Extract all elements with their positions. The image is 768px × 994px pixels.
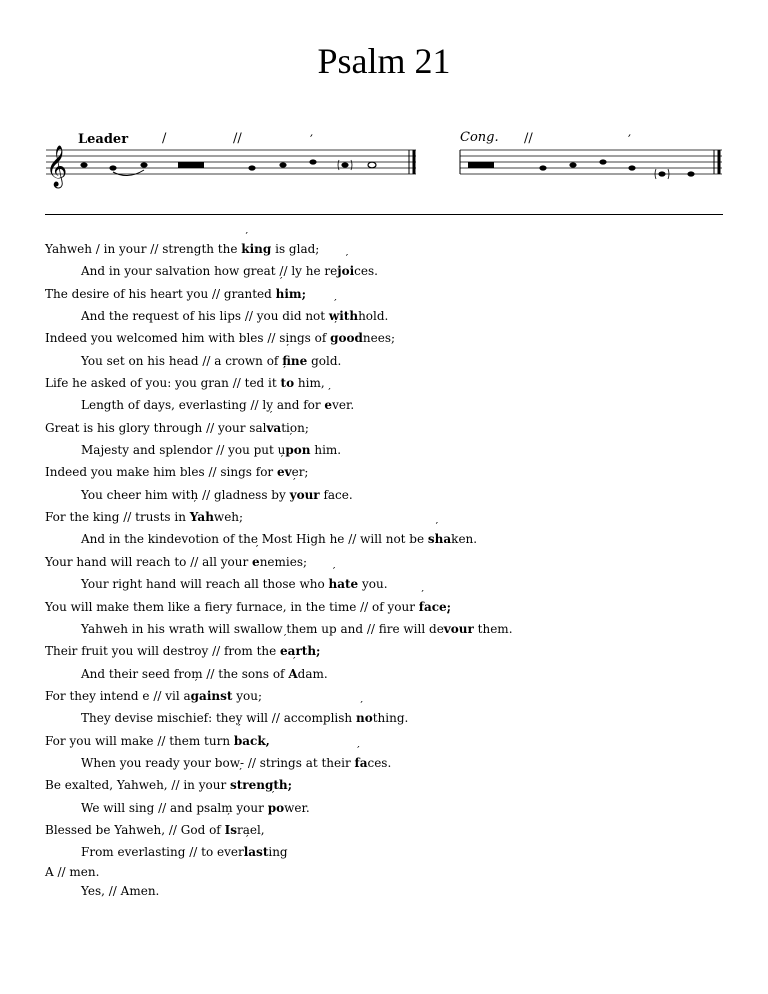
verse-line: Great is his glory through // your sal′ vation; — [45, 417, 735, 439]
verse-line: Your right hand will reach all those who ′ hate you. — [45, 573, 735, 595]
verse-line: Their fruit you will destroy // from the ′ earth; — [45, 640, 735, 662]
verse-line: We will sing // and psalm your ′ power. — [45, 797, 735, 819]
note — [279, 162, 286, 167]
verse-line: Your hand will reach to // all your ′ enemies; — [45, 551, 735, 573]
divider — [45, 214, 723, 215]
note — [140, 162, 147, 167]
half-note — [368, 162, 376, 168]
verse-line: Blessed be Yahweh, // God of ′ Israel, — [45, 819, 735, 841]
psalm-text — [45, 238, 735, 902]
verse-line: Length of days, everlasting // ly and for ′ ever. — [45, 394, 735, 416]
note — [599, 159, 606, 164]
breve-rest — [178, 162, 204, 168]
verse-line: Yahweh / in your // strength the ′ king is glad; — [45, 238, 735, 260]
note — [309, 159, 316, 164]
note — [569, 162, 576, 167]
treble-clef-icon: 𝄞 — [46, 146, 68, 187]
verse-line: And the request of his lips // you did not ′ withhold. — [45, 305, 735, 327]
pointing-mark: / — [162, 131, 167, 146]
note — [248, 165, 255, 170]
breve-rest — [468, 162, 494, 168]
pointing-mark: ′ — [310, 133, 313, 148]
verse-line: A // men. — [45, 864, 100, 879]
verse-line: You set on his head // a crown of ′ fine gold. — [45, 350, 735, 372]
pointing-mark: // — [233, 131, 242, 146]
congregation-staff — [460, 130, 722, 179]
verse-line: The desire of his heart you // granted ′ him; — [45, 283, 735, 305]
note — [80, 162, 87, 167]
page-title: Psalm 21 — [317, 41, 451, 81]
leader-label: Leader — [78, 132, 129, 147]
verse-line: Life he asked of you: you gran // ted it ′ to him, — [45, 372, 735, 394]
pointing-mark: ′ — [628, 133, 631, 148]
verse-line: You will make them like a fiery furnace, in the time // of your ′ face; — [45, 596, 735, 618]
leader-staff — [46, 131, 416, 188]
note — [539, 165, 546, 170]
verse-line: Be exalted, Yahweh, // in your ′ strength; — [45, 774, 735, 796]
verse-line: For they intend e // vil a′ gainst you; — [45, 685, 735, 707]
slur — [113, 170, 144, 176]
verse-line: They devise mischief: they will // accomplish ′ nothing. — [45, 707, 735, 729]
verse-line: Indeed you make him bles // sings for ′ ever; — [45, 461, 735, 483]
pointing-mark: // — [524, 131, 533, 146]
cong-label: Cong. — [460, 130, 499, 145]
chant-score — [0, 0, 768, 200]
note — [628, 165, 635, 170]
verse-line: Majesty and splendor // you put u′ pon him. — [45, 439, 735, 461]
verse-line: Indeed you welcomed him with bles // sings of ′ goodnees; — [45, 327, 735, 349]
note — [109, 165, 116, 170]
verse-line: From everlasting // to ever′ lasting — [45, 841, 735, 863]
verse-line: Yahweh in his wrath will swallow them up and // fire will de′ vour them. — [45, 618, 735, 640]
verse-line: For the king // trusts in ′ Yahweh; — [45, 506, 735, 528]
note — [687, 171, 694, 176]
verse-line: And their seed from // the sons of ′ Adam. — [45, 663, 735, 685]
verse-line: And in the kindevotion of the Most High he // will not be ′ shaken. — [45, 528, 735, 550]
verse-line: Yes, // Amen. — [81, 883, 160, 898]
verse-line: For you will make // them turn ′ back, — [45, 730, 735, 752]
verse-line: You cheer him with // gladness by ′ your face. — [45, 484, 735, 506]
note — [658, 171, 665, 176]
verse-line: And in your salvation how great // ly he re′ joices. — [45, 260, 735, 282]
verse-line: When you ready your bow- // strings at their ′ faces. — [45, 752, 735, 774]
note — [341, 162, 348, 167]
